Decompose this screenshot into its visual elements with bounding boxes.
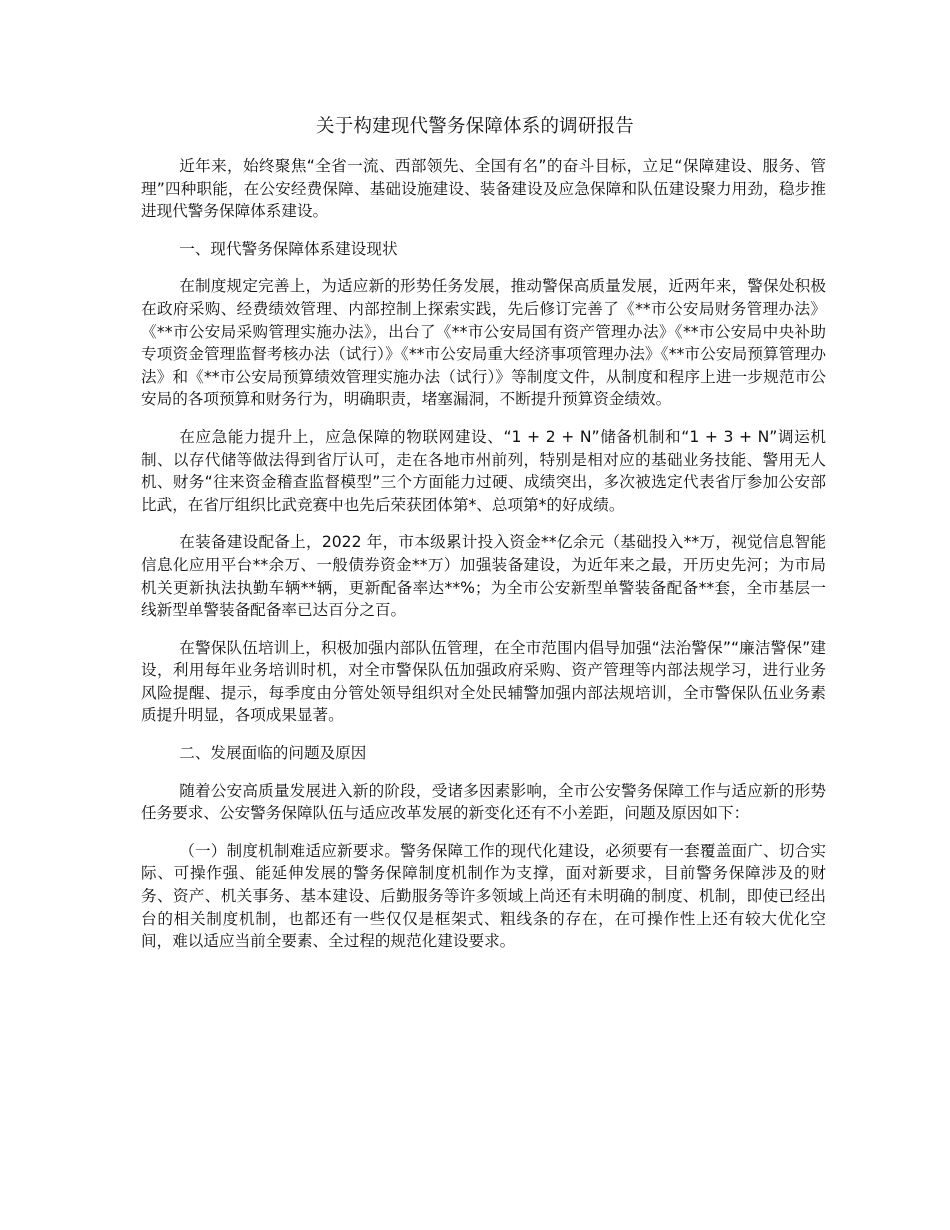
document-body <box>141 155 826 968</box>
paragraph-regulations: 在制度规定完善上，为适应新的形势任务发展，推动警保高质量发展，近两年来，警保处积极在政府采购、经费绩效管理、内部控制上探索实践，先后修订完善了《**市公安局财务管理办法》《**市公安局采购管理实施办法》，出台了《**市公安局国有资产管理办法》《**市公安局中央补助专项资金管理监督考核办法（试行）》《**市公安局重大经济事项管理办法》《**市公安局预算管理办法》和《**市公安局预算绩效管理实施办法（试行）》等制度文件，从制度和程序上进一步规范市公安局的各项预算和财务行为，明确职责，堵塞漏洞，不断提升预算资金绩效。 <box>141 277 826 409</box>
paragraph-emergency: 在应急能力提升上，应急保障的物联网建设、“1 + 2 + N”储备机制和“1 + 3 + N”调运机制、以存代储等做法得到省厅认可，走在各地市州前列，特别是相对应的基础业务技能、警用无人机、财务“往来资金稽查监督模型”三个方面能力过硬、成绩突出，多次被选定代表省厅参加公安部比武，在省厅组织比武竞赛中也先后荣获团体第*、总项第*的好成绩。 <box>141 427 826 514</box>
section-heading-problems: 二、发展面临的问题及原因 <box>179 744 367 763</box>
paragraph-intro: 近年来，始终聚焦“全省一流、西部领先、全国有名”的奋斗目标，立足“保障建设、服务、管理”四种职能，在公安经费保障、基础设施建设、装备建设及应急保障和队伍建设聚力用劲，稳步推进现代警务保障体系建设。 <box>141 157 826 221</box>
paragraph-training: 在警保队伍培训上，积极加强内部队伍管理，在全市范围内倡导加强“法治警保”“廉洁警保”建设，利用每年业务培训时机，对全市警保队伍加强政府采购、资产管理等内部法规学习，进行业务风险提醒、提示，每季度由分管处领导组织对全处民辅警加强内部法规培训，全市警保队伍业务素质提升明显，各项成果显著。 <box>141 638 826 725</box>
document-title: 关于构建现代警务保障体系的调研报告 <box>316 116 634 137</box>
paragraph-problems-intro: 随着公安高质量发展进入新的阶段，受诸多因素影响，全市公安警务保障工作与适应新的形势任务要求、公安警务保障队伍与适应改革发展的新变化还有不小差距，问题及原因如下： <box>141 781 826 823</box>
section-heading-status: 一、现代警务保障体系建设现状 <box>179 239 398 258</box>
paragraph-equipment: 在装备建设配备上，2022 年，市本级累计投入资金**亿余元（基础投入**万，视觉信息智能信息化应用平台**余万、一般债券资金**万）加强装备建设，为近年来之最，开历史先河；为市局机关更新执法执勤车辆**辆，更新配备率达**%；为全市公安新型单警装备配备**套，全市基层一线新型单警装备配备率已达百分之百。 <box>141 533 826 620</box>
paragraph-problem-1: （一）制度机制难适应新要求。警务保障工作的现代化建设，必须要有一套覆盖面广、切合实际、可操作强、能延伸发展的警务保障制度机制作为支撑，面对新要求，目前警务保障涉及的财务、资产、机关事务、基本建设、后勤服务等许多领域上尚还有未明确的制度、机制，即使已经出台的相关制度机制，也都还有一些仅仅是框架式、粗线条的存在，在可操作性上还有较大优化空间，难以适应当前全要素、全过程的规范化建设要求。 <box>141 841 826 951</box>
